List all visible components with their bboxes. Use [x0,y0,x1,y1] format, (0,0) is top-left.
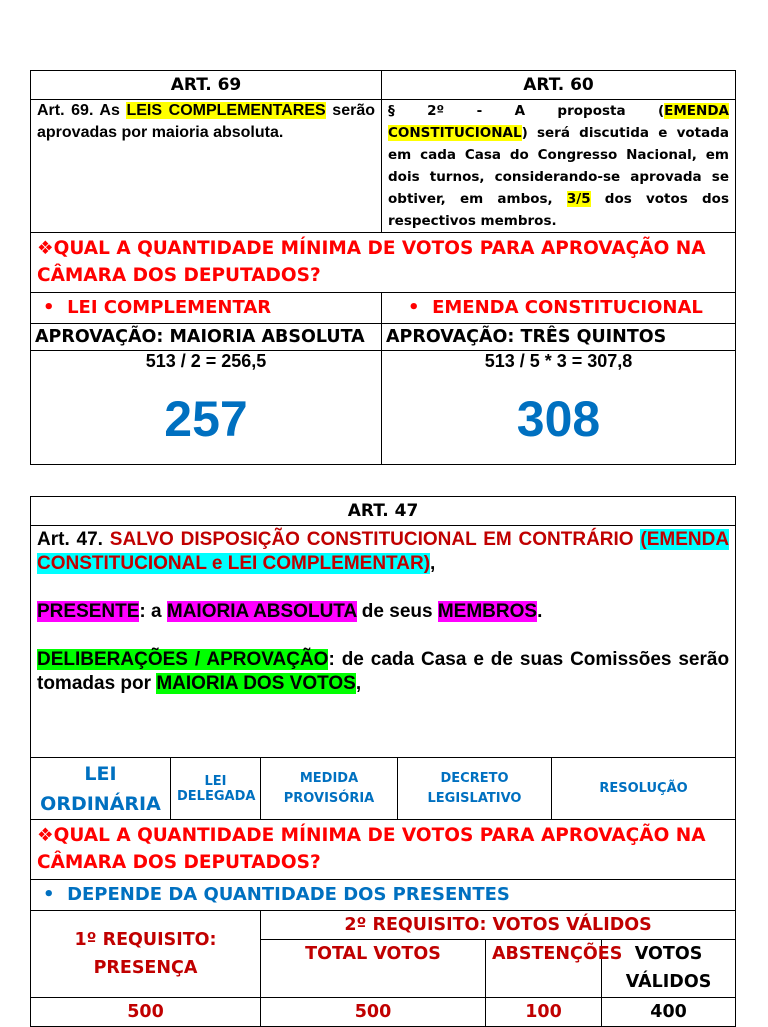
de-seus: de seus [356,601,438,622]
art60-suffix: dos votos dos respectivos membros. [388,191,729,229]
col-votos-validos: VOTOS VÁLIDOS [602,940,736,998]
emenda-lei-complementar-highlight: (EMENDA CONSTITUCIONAL e LEI COMPLEMENTAR) [37,529,730,574]
diamond-star-icon: ❖ [37,238,54,259]
art47-text [31,526,736,758]
three-fifths-highlight: 3/5 [566,191,591,207]
left-approval: APROVAÇÃO: MAIORIA ABSOLUTA [31,324,382,351]
art47-paragraph-2 [37,600,729,624]
art69-text [31,100,382,233]
question-text-2: QUAL A QUANTIDADE MÍNIMA DE VOTOS PARA APROVAÇÃO NA CÂMARA DOS DEPUTADOS? [37,825,706,873]
bullet-icon: • [408,297,420,318]
right-formula: 513 / 5 * 3 = 307,8 [484,351,633,371]
art47-paragraph-3 [37,648,729,696]
deliberacoes-text: : de cada Casa e de suas Comissões serão tomadas por [37,649,730,694]
deliberacoes-highlight: DELIBERAÇÕES / APROVAÇÃO [37,649,329,670]
art69-header: ART. 69 [31,71,382,100]
membros-period: . [537,601,543,622]
leis-complementares-highlight: LEIS COMPLEMENTARES [126,102,326,119]
bullet-icon: • [43,884,55,905]
right-approval: APROVAÇÃO: TRÊS QUINTOS [382,324,736,351]
req1-cell: 1º REQUISITO: PRESENÇA [31,911,261,998]
val-votos-validos: 400 [602,998,736,1027]
type-lei-delegada: LEI DELEGADA [171,758,261,820]
art60-text [382,100,736,233]
question-row [31,233,736,293]
art47-header: ART. 47 [31,497,736,526]
art69-prefix: Art. 69. As [37,102,127,119]
bullet-icon: • [43,297,55,318]
question-row-2 [31,820,736,880]
art69-suffix: serão aprovadas por maioria absoluta. [37,102,376,141]
val-presenca: 500 [31,998,261,1027]
depende-text: DEPENDE DA QUANTIDADE DOS PRESENTES [67,884,510,905]
art60-prefix: § 2º - A proposta ( [388,103,665,119]
type-lei-ordinaria: LEI ORDINÁRIA [31,758,171,820]
left-formula: 513 / 2 = 256,5 [145,351,267,371]
art69-art60-table [30,70,736,465]
salvo-disposicao-text: SALVO DISPOSIÇÃO CONSTITUCIONAL EM CONTRÁRIO [109,529,634,550]
art60-mid: ) será discutida e votada em cada Casa do Congresso Nacional, em dois turnos, considerando-se aprovada se obtiver, em ambos, [388,125,729,207]
art47-comma: , [430,553,436,574]
deliberacoes-comma: , [355,673,362,694]
presente-a: : a [139,601,167,622]
right-result: 308 [516,391,601,447]
left-calc-cell [31,351,382,465]
art47-table [30,496,736,1027]
val-total-votos: 500 [261,998,486,1027]
type-medida-provisoria: MEDIDA PROVISÓRIA [261,758,398,820]
col-total-votos: TOTAL VOTOS [261,940,486,998]
lei-complementar-bullet [31,293,382,324]
type-decreto-legislativo: DECRETO LEGISLATIVO [398,758,552,820]
lei-complementar-label: LEI COMPLEMENTAR [67,297,272,318]
emenda-constitucional-label: EMENDA CONSTITUCIONAL [432,297,703,318]
depende-bullet [31,880,736,911]
emenda-constitucional-highlight: EMENDA CONSTITUCIONAL [388,103,729,141]
question-text: QUAL A QUANTIDADE MÍNIMA DE VOTOS PARA APROVAÇÃO NA CÂMARA DOS DEPUTADOS? [37,238,706,286]
membros-highlight: MEMBROS [437,601,538,622]
maioria-absoluta-highlight: MAIORIA ABSOLUTA [166,601,357,622]
maioria-votos-highlight: MAIORIA DOS VOTOS [156,673,356,694]
emenda-constitucional-bullet [382,293,736,324]
req2-header: 2º REQUISITO: VOTOS VÁLIDOS [261,911,736,940]
val-abstencoes: 100 [486,998,602,1027]
diamond-star-icon: ❖ [37,825,54,846]
right-calc-cell [382,351,736,465]
art47-paragraph-1 [37,528,729,576]
art47-prefix: Art. 47. [37,529,110,550]
type-resolucao: RESOLUÇÃO [552,758,736,820]
left-result: 257 [164,391,248,447]
presente-highlight: PRESENTE [37,601,140,622]
col-abstencoes: ABSTENÇÕES [486,940,602,998]
art60-header: ART. 60 [382,71,736,100]
